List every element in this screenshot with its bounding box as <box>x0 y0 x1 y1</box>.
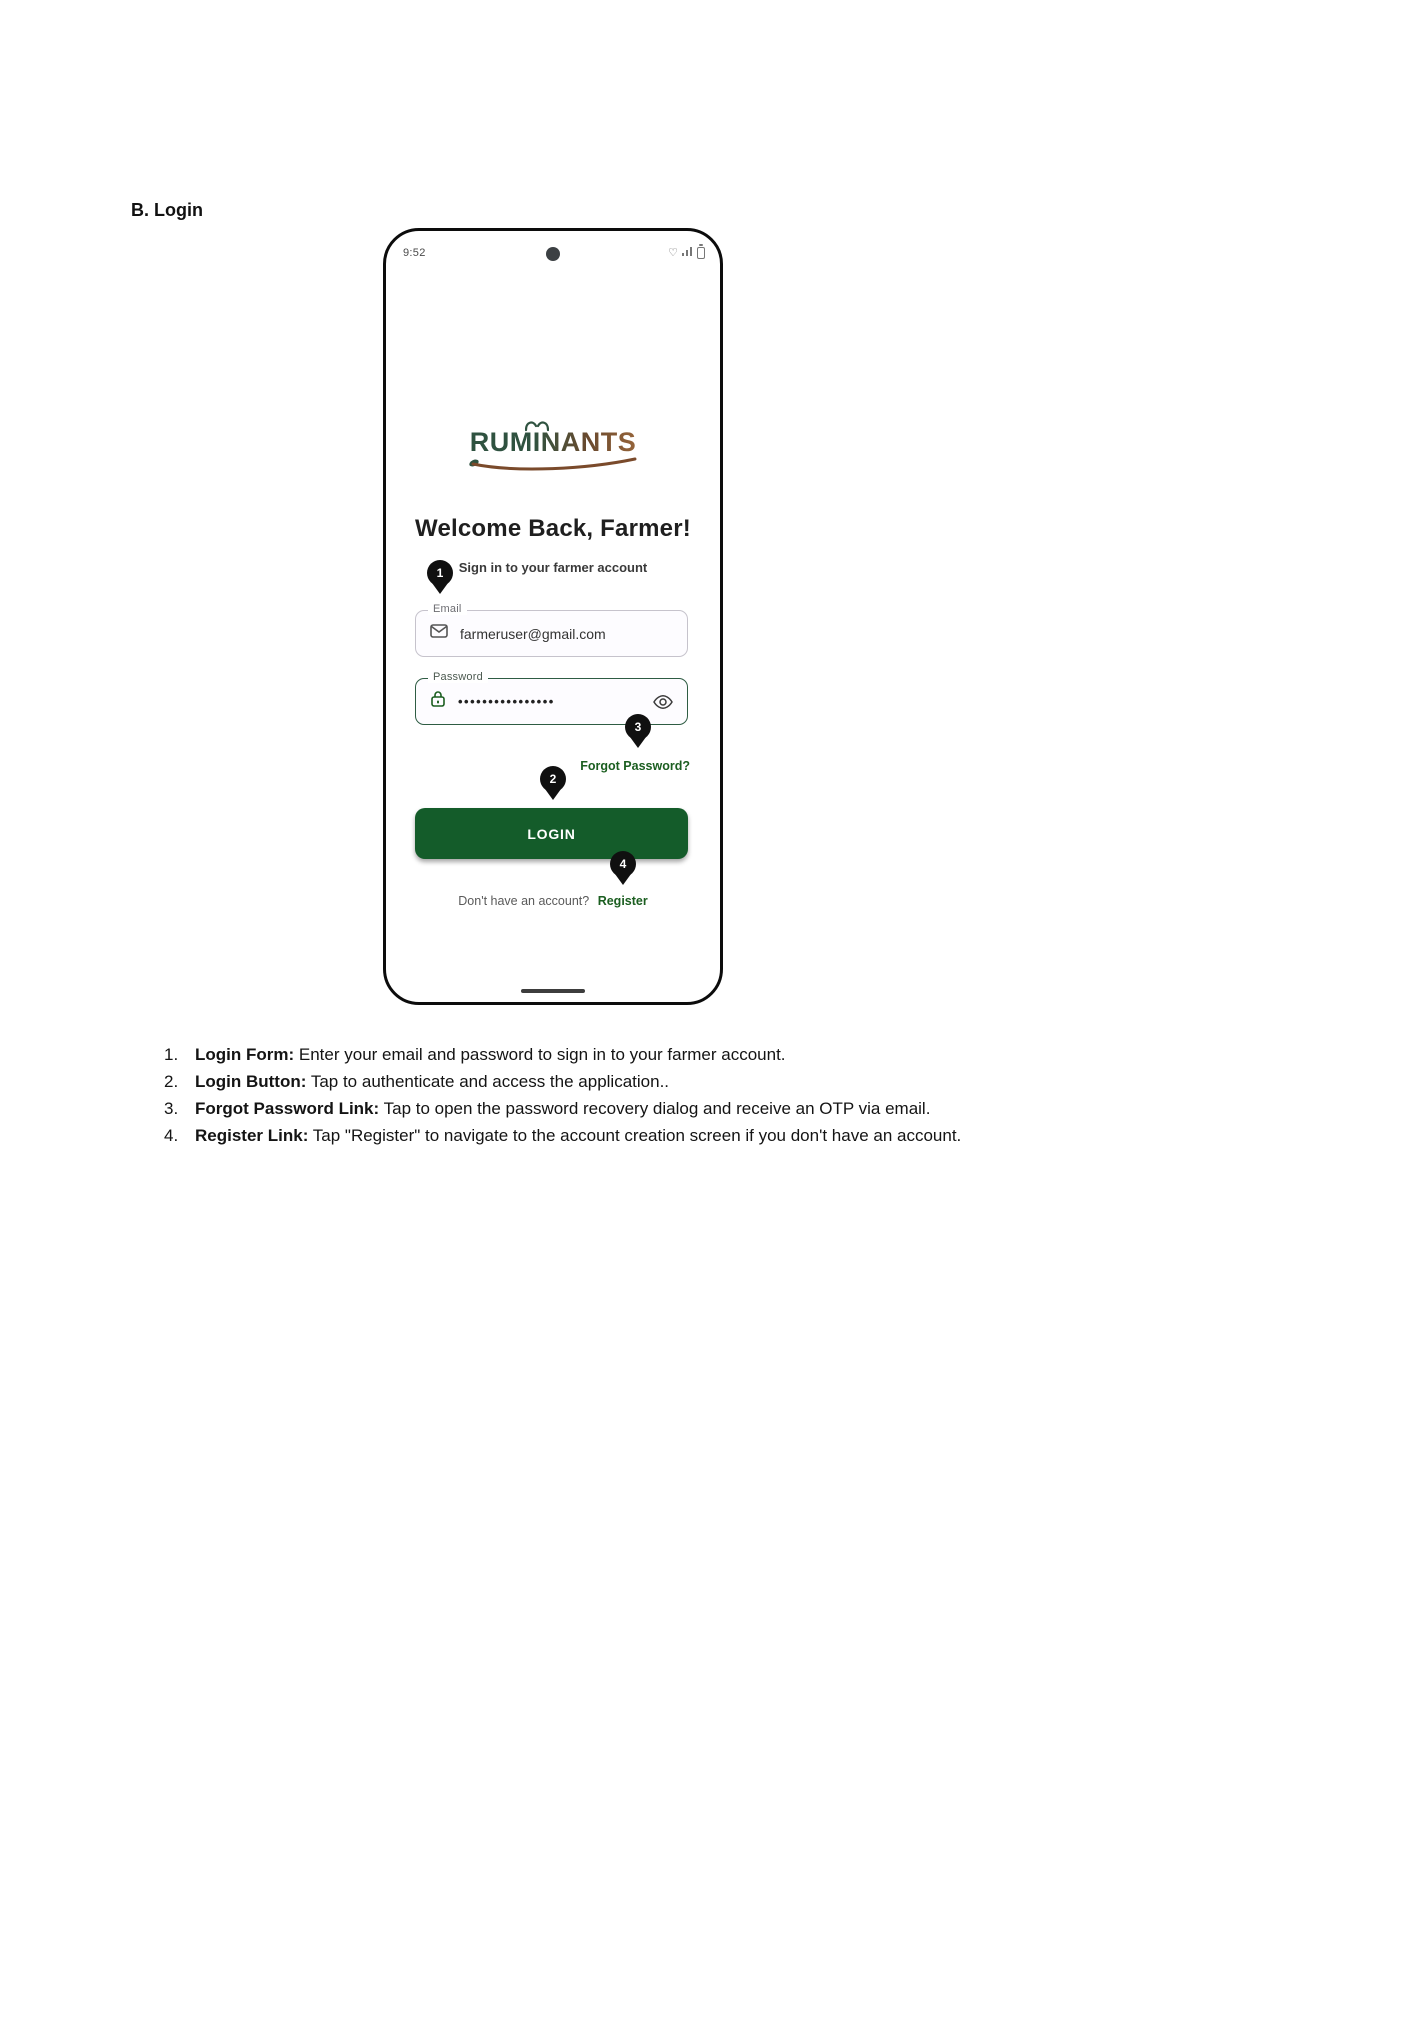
signal-icon <box>682 244 693 262</box>
register-row <box>386 894 720 908</box>
list-item-number: 2. <box>164 1072 179 1091</box>
list-item-label: Forgot Password Link: <box>195 1099 380 1118</box>
email-value: farmeruser@gmail.com <box>460 625 606 642</box>
envelope-icon <box>430 624 448 643</box>
password-masked-value: •••••••••••••••• <box>458 694 555 709</box>
signin-subtitle: Sign in to your farmer account <box>458 560 648 575</box>
list-item-text: Tap to open the password recovery dialog and receive an OTP via email. <box>383 1099 931 1118</box>
list-item <box>164 1122 977 1149</box>
section-title: B. Login <box>131 200 203 220</box>
annotation-marker-4: 4 <box>610 851 636 877</box>
list-item-label: Register Link: <box>195 1126 309 1145</box>
list-item-number: 1. <box>164 1045 179 1064</box>
list-item-number: 3. <box>164 1099 179 1118</box>
camera-icon <box>546 247 560 261</box>
email-label: Email <box>428 603 467 615</box>
password-label: Password <box>428 671 488 683</box>
password-visibility-toggle[interactable] <box>653 695 673 709</box>
welcome-title: Welcome Back, Farmer! <box>415 515 691 542</box>
annotation-notes-list <box>164 1041 977 1149</box>
login-button[interactable]: LOGIN <box>415 808 688 859</box>
list-item-label: Login Button: <box>195 1072 307 1091</box>
register-link[interactable]: Register <box>597 894 648 908</box>
forgot-password-link[interactable]: Forgot Password? <box>580 759 690 773</box>
list-item <box>164 1095 977 1122</box>
email-input[interactable] <box>415 603 688 657</box>
app-logo-text: RUMINANTS <box>469 427 637 457</box>
list-item-text: Tap "Register" to navigate to the account creation screen if you don't have an account. <box>312 1126 962 1145</box>
lock-icon <box>430 690 446 713</box>
app-logo <box>386 427 720 479</box>
list-item-text: Enter your email and password to sign in to your farmer account. <box>298 1045 786 1064</box>
list-item <box>164 1041 977 1068</box>
logo-swoosh <box>467 456 639 479</box>
bull-horns-icon <box>525 419 549 437</box>
register-prompt: Don't have an account? <box>458 894 590 908</box>
list-item-text: Tap to authenticate and access the application.. <box>310 1072 670 1091</box>
list-item-label: Login Form: <box>195 1045 295 1064</box>
list-item <box>164 1068 977 1095</box>
battery-icon <box>697 247 705 259</box>
phone-frame <box>383 228 723 1005</box>
status-time: 9:52 <box>403 247 426 259</box>
annotation-marker-3: 3 <box>625 714 651 740</box>
status-icons <box>668 244 705 262</box>
heart-icon: ♡ <box>668 246 678 259</box>
annotation-marker-2: 2 <box>540 766 566 792</box>
home-indicator-bar[interactable] <box>521 989 585 993</box>
list-item-number: 4. <box>164 1126 179 1145</box>
annotation-marker-1: 1 <box>427 560 453 586</box>
